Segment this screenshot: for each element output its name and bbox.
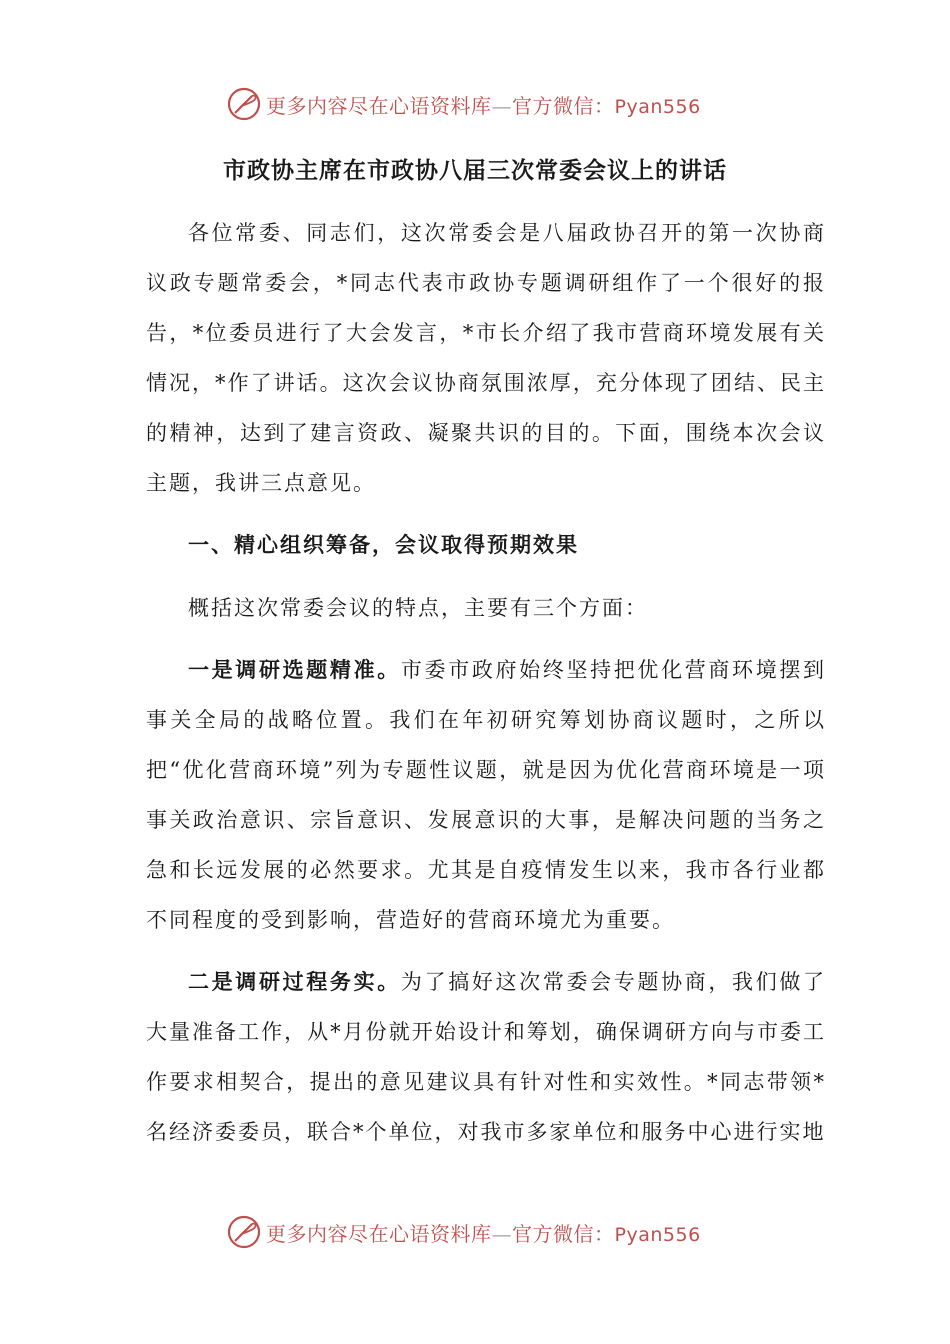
paragraph-point-1 <box>146 645 826 945</box>
point-1-body: 市委市政府始终坚持把优化营商环境摆到事关全局的战略位置。我们在年初研究筹划协商议题时，之所以把“优化营商环境”列为专题性议题，就是因为优化营商环境是一项事关政治意识、宗旨意识、发展意识的大事，是解决问题的当务之急和长远发展的必然要求。尤其是自疫情发生以来，我市各行业都不同程度的受到影响，营造好的营商环境尤为重要。 <box>146 658 827 932</box>
paragraph-point-2 <box>146 957 826 1157</box>
section-heading-1: 一、精心组织筹备，会议取得预期效果 <box>188 532 579 557</box>
point-2-lead: 二是调研过程务实。 <box>188 969 401 994</box>
watermark-separator: — <box>491 1221 512 1246</box>
footer-watermark <box>0 1210 950 1254</box>
account-id: Pyan556 <box>614 95 701 118</box>
account-id: Pyan556 <box>614 1223 701 1246</box>
watermark-text: 更多内容尽在心语资料库 <box>266 1221 492 1246</box>
paragraph-opening: 各位常委、同志们，这次常委会是八届政协召开的第一次协商议政专题常委会，*同志代表市政协专题调研组作了一个很好的报告，*位委员进行了大会发言，*市长介绍了我市营商环境发展有关情况，*作了讲话。这次会议协商氛围浓厚，充分体现了团结、民主的精神，达到了建言资政、凝聚共识的目的。下面，围绕本次会议主题，我讲三点意见。 <box>146 221 826 495</box>
point-2-body: 为了搞好这次常委会专题协商，我们做了大量准备工作，从*月份就开始设计和筹划，确保调研方向与市委工作要求相契合，提出的意见建议具有针对性和实效性。*同志带领*名经济委委员，联合*个单位，对我市多家单位和服务中心进行实地 <box>146 970 827 1144</box>
point-1-lead: 一是调研选题精准。 <box>188 657 401 682</box>
paragraph-summary: 概括这次常委会议的特点，主要有三个方面： <box>188 596 648 620</box>
quill-logo-icon <box>226 86 262 122</box>
account-label: 官方微信： <box>512 93 615 118</box>
quill-logo-icon <box>226 1214 262 1250</box>
watermark-text: 更多内容尽在心语资料库 <box>266 93 492 118</box>
document-title: 市政协主席在市政协八届三次常委会议上的讲话 <box>223 157 727 184</box>
header-watermark <box>0 82 950 126</box>
watermark-separator: — <box>491 93 512 118</box>
account-label: 官方微信： <box>512 1221 615 1246</box>
